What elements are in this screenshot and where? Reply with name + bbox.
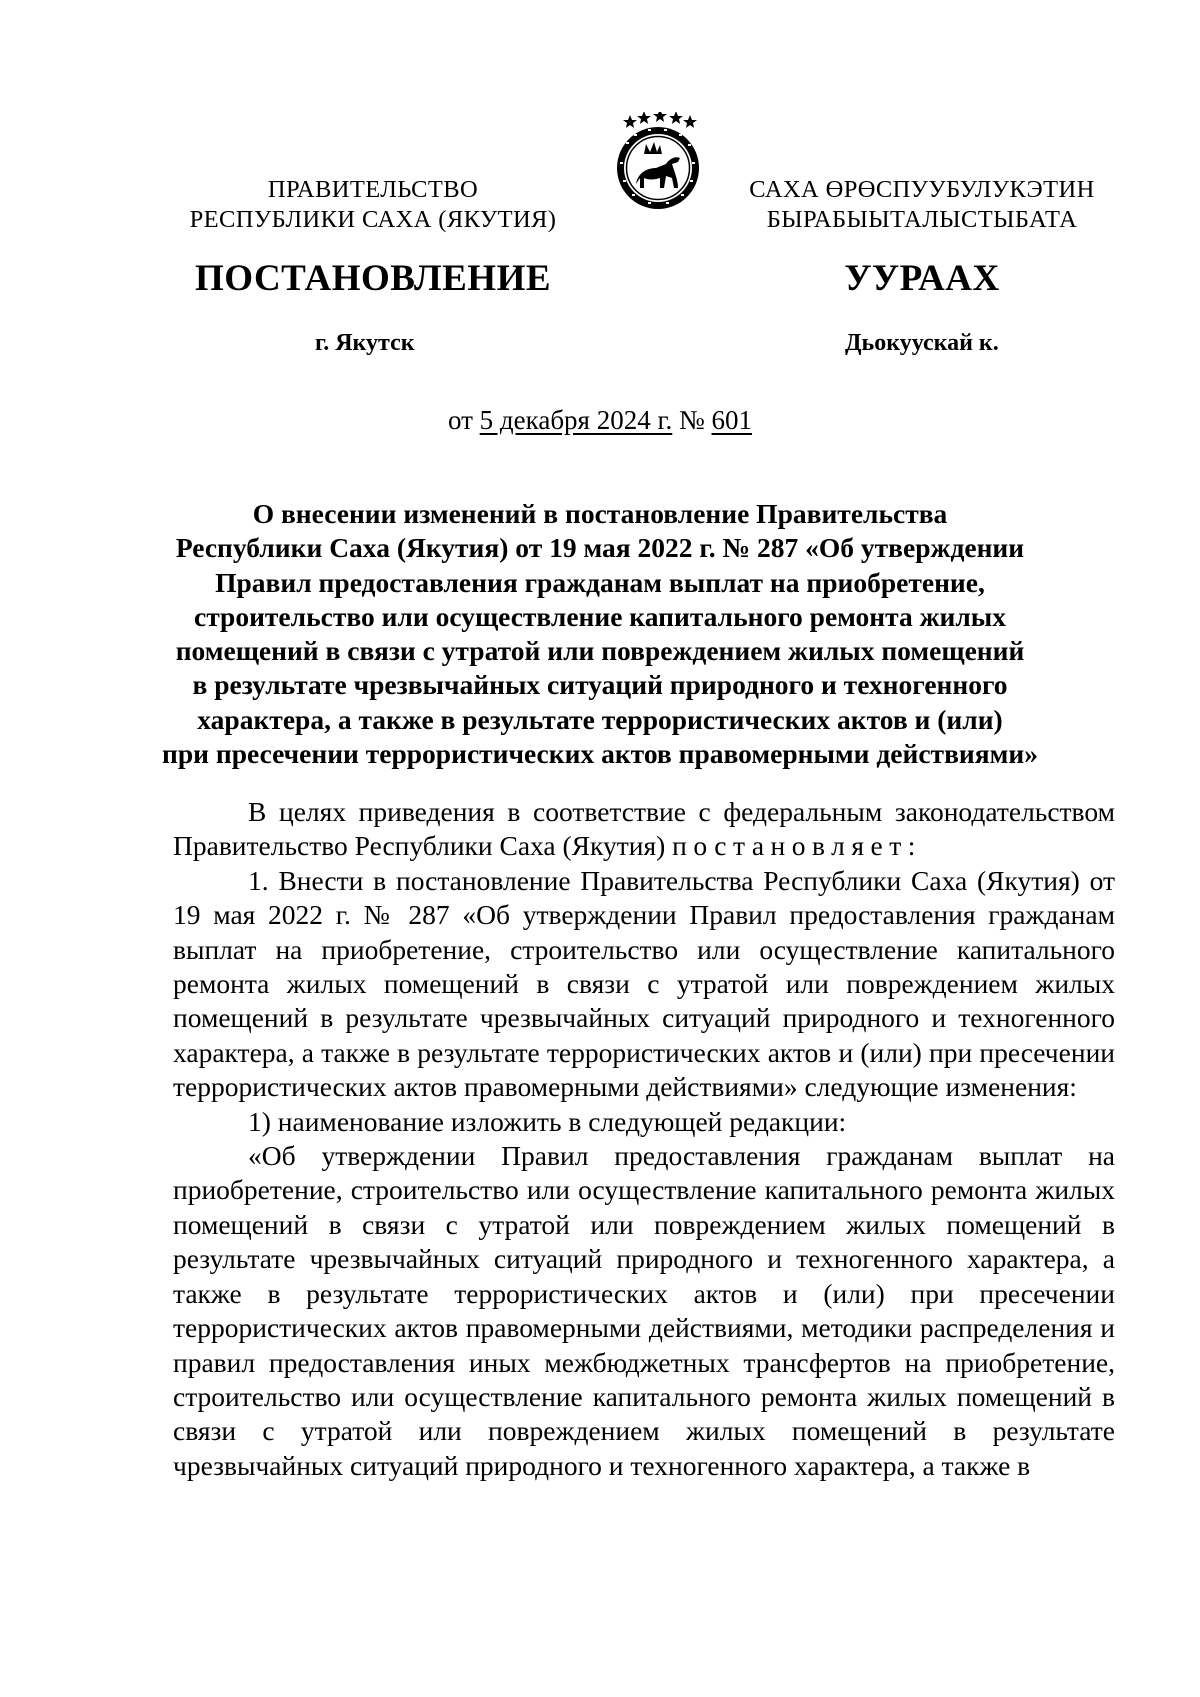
doc-type-yakut: УУРААХ [844,258,1000,299]
city-russian: г. Якутск [315,330,415,356]
title-line: в результате чрезвычайных ситуаций природного и техногенного [192,669,1008,701]
header-left-government-name [163,175,583,235]
document-number: 601 [711,405,753,435]
header-left-line-1: ПРАВИТЕЛЬСТВО [267,176,479,203]
header-left-line-2: РЕСПУБЛИКИ САХА (ЯКУТИЯ) [189,206,557,233]
body-paragraph-new-title: «Об утверждении Правил предоставления гражданам выплат на приобретение, строительство или осуществление капитального ремонта жилых помещений в связи с утратой или повреждением жилых помещений в результате чрезвычайных ситуаций природного и техногенного характера, а также в результате террористических актов и (или) при пресечении террористических актов правомерными действиями, методики распределения и правил предоставления иных межбюджетных трансфертов на приобретение, строительство или осуществление капитального ремонта жилых помещений в связи с утратой или повреждением жилых помещений в результате чрезвычайных ситуаций природного и техногенного характера, а также в [173,1140,1115,1481]
document-title [140,497,1060,771]
header-right-line-2: БЫРАБЫЫТАЛЫСТЫБАТА [766,206,1078,233]
title-line: строительство или осуществление капитального ремонта жилых [193,600,1007,632]
doc-type-russian: ПОСТАНОВЛЕНИЕ [194,258,552,299]
title-line: помещений в связи с утратой или повреждением жилых помещений [175,635,1025,667]
document-date: 5 декабря 2024 г. [479,405,673,435]
title-line: характера, а также в результате террористических актов и (или) [197,703,1003,735]
title-line: О внесении изменений в постановление Правительства [252,498,948,529]
title-line: Правил предоставления гражданам выплат на приобретение, [215,566,985,598]
date-prefix: от [447,405,473,435]
body-paragraph-preamble [173,795,1115,864]
title-line: Республики Саха (Якутия) от 19 мая 2022 г. № 287 «Об утверждении [175,532,1025,564]
document-body [173,795,1115,1483]
body-paragraph-item-1: 1. Внести в постановление Правительства Республики Саха (Якутия) от 19 мая 2022 г. № 287 «Об утверждении Правил предоставления гражданам выплат на приобретение, строительство или осуществление капитального ремонта жилых помещений в связи с утратой или повреждением жилых помещений в результате чрезвычайных ситуаций природного и техногенного характера, а также в результате террористических актов и (или) при пресечении террористических актов правомерными действиями» следующие изменения: [173,864,1115,1103]
header-right-government-name [712,175,1132,235]
date-and-number-line [0,405,1200,436]
number-sign: № [679,405,705,435]
preamble-text: В целях приведения в соответствие с федеральным законодательством Правительство Республики Саха (Якутия) [173,796,1115,862]
preamble-resolves: постановляет: [672,830,922,862]
title-line: при пресечении террористических актов правомерными действиями» [162,738,1038,770]
header-right-line-1: САХА ӨРӨСПУУБУЛУКЭТИН [749,176,1095,203]
coat-of-arms-sakha-icon [604,112,712,212]
city-yakut: Дьокуускай к. [845,330,999,356]
body-paragraph-subitem-1: 1) наименование изложить в следующей редакции: [248,1105,847,1137]
